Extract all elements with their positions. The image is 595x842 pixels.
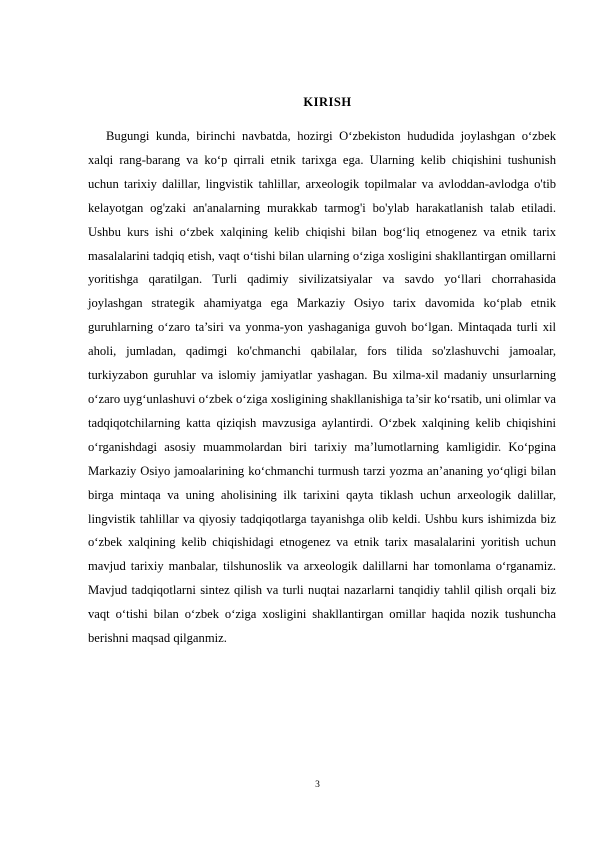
section-heading: KIRISH xyxy=(303,95,352,109)
page-number: 3 xyxy=(315,780,320,790)
body-paragraph: Bugungi kunda, birinchi navbatda, hozirgi O‘zbekiston hududida joylashgan o‘zbek xalqi rang-barang va ko‘p qirrali etnik tarixga ega. Ularning kelib chiqishini tushunish uchun tarixiy dalillar, lingvistik tahlillar, arxeologik topilmalar va avloddan-avlodga o'tib kelayotgan og'zaki an'analarning murakkab tarmog'i bo'ylab harakatlanish talab etiladi. Ushbu kurs ishi o‘zbek xalqining kelib chiqishi bilan bog‘liq etnogenez va etnik tarix masalalarini tadqiq etish, vaqt o‘tishi bilan ularning o‘ziga xosligini shakllantirgan omillarni yoritishga qaratilgan. Turli qadimiy sivilizatsiyalar va savdo yo‘llari chorrahasida joylashgan strategik ahamiyatga ega Markaziy Osiyo tarix davomida ko‘plab etnik guruhlarning o‘zaro ta’siri va yonma-yon yashaganiga guvoh bo‘lgan. Mintaqada turli xil aholi, jumladan, qadimgi ko'chmanchi qabilalar, fors tilida so'zlashuvchi jamoalar, turkiyzabon guruhlar va islomiy jamiyatlar yashagan. Bu xilma-xil madaniy unsurlarning o‘zaro uyg‘unlashuvi o‘zbek o‘ziga xosligining shakllanishiga ta’sir ko‘rsatib, uni olimlar va tadqiqotchilarning katta qiziqish mavzusiga aylantirdi. O‘zbek xalqining kelib chiqishini o‘rganishdagi asosiy muammolardan biri tarixiy ma’lumotlarning kamligidir. Ko‘pgina Markaziy Osiyo jamoalarining ko‘chmanchi turmush tarzi yozma an’ananing yo‘qligi bilan birga mintaqa va uning aholisining ilk tarixini qayta tiklash uchun arxeologik dalillar, lingvistik tahlillar va qiyosiy tadqiqotlarga tayanishga olib keldi. Ushbu kurs ishimizda biz o‘zbek xalqining kelib chiqishidagi etnogenez va etnik tarix masalalarini yoritish uchun mavjud tarixiy manbalar, tilshunoslik va arxeologik dalillarni har tomonlama o‘rganamiz. Mavjud tadqiqotlarni sintez qilish va turli nuqtai nazarlarni tanqidiy tahlil qilish orqali biz vaqt o‘tishi bilan o‘zbek o‘ziga xosligini shakllantirgan omillar haqida nozik tushuncha berishni maqsad qilganmiz. xyxy=(88,129,556,646)
